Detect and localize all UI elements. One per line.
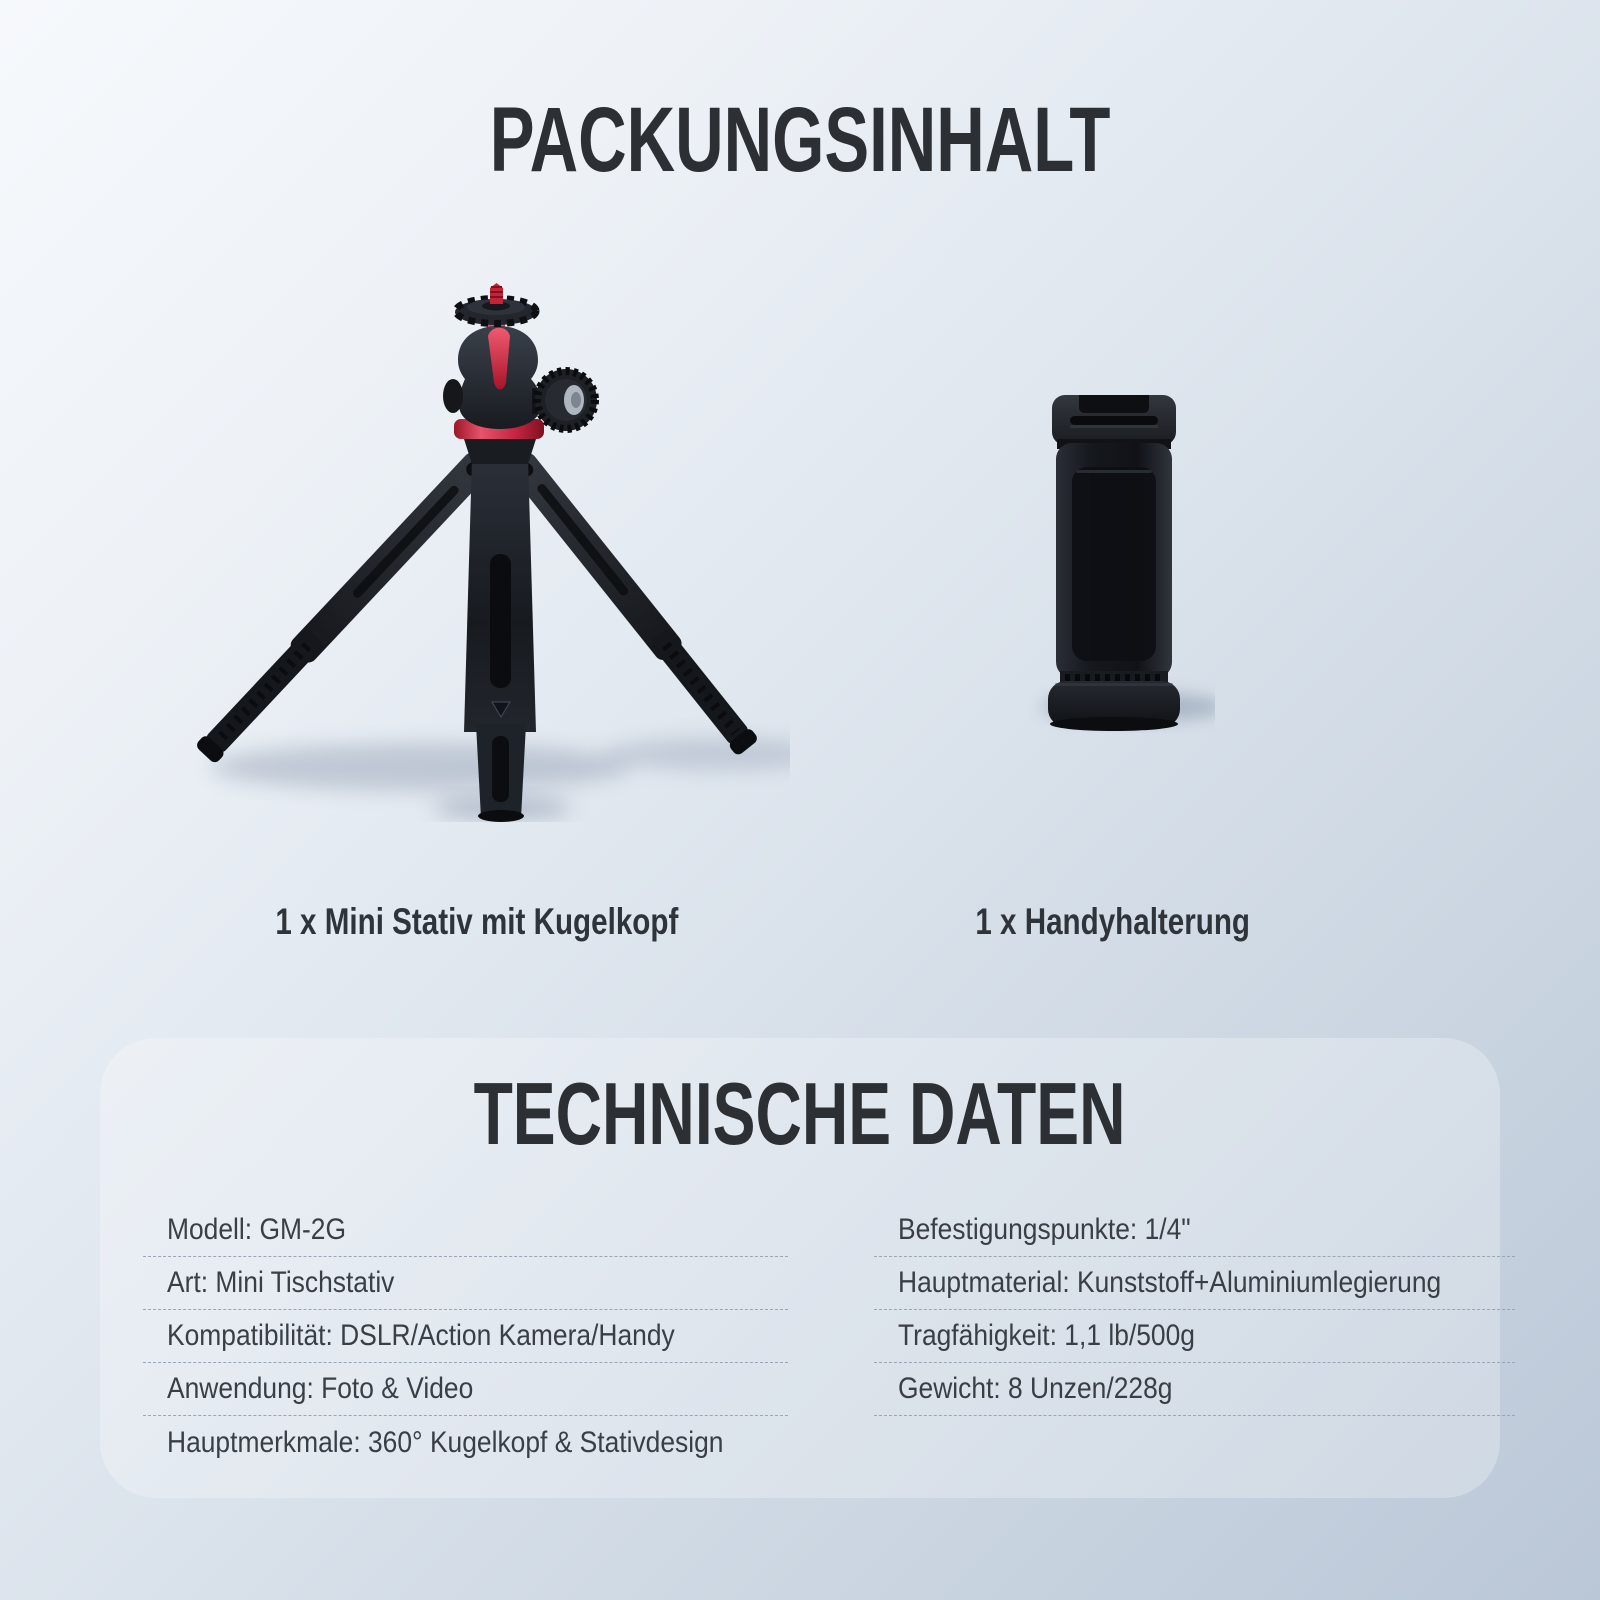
mounting-screw [490,283,503,304]
technical-data-title [100,1064,1500,1163]
ball-head-lock-knob [535,369,597,431]
tripod-right-leg [506,450,760,758]
tripod-caption-text: 1 x Mini Stativ mit Kugelkopf [275,901,679,942]
spec-row-load-capacity: Tragfähigkeit: 1,1 lb/500g [874,1310,1515,1363]
holder-body [1056,443,1172,678]
ball-head [443,283,597,464]
spec-row-main-features: Hauptmerkmale: 360° Kugelkopf & Stativdesign [167,1425,724,1459]
holder-top-clamp [1052,395,1176,449]
spec-row-model: Modell: GM-2G [143,1204,788,1257]
technical-data-title-text: TECHNISCHE DATEN [474,1064,1126,1163]
package-contents-title [0,89,1600,191]
tripod-left-leg [194,449,494,765]
spec-row-mounting-points: Befestigungspunkte: 1/4" [874,1204,1515,1257]
phone-holder-image [1015,383,1215,733]
spec-table [143,1204,1470,1469]
phone-holder-caption-text: 1 x Handyhalterung [975,901,1251,942]
technical-data-panel [100,1038,1500,1498]
spec-row-compatibility: Kompatibilität: DSLR/Action Kamera/Handy [143,1310,788,1363]
spec-row-application: Anwendung: Foto & Video [143,1363,788,1416]
phone-holder-caption [858,900,1368,944]
spec-row-material: Hauptmaterial: Kunststoff+Aluminiumlegierung [874,1257,1515,1310]
package-contents-title-text: PACKUNGSINHALT [489,89,1111,191]
mini-tripod-image [170,262,790,822]
spec-row-weight: Gewicht: 8 Unzen/228g [874,1363,1515,1416]
spec-row-type: Art: Mini Tischstativ [143,1257,788,1310]
tripod-caption [157,900,797,944]
spec-column-left [143,1204,788,1469]
holder-base [1048,671,1180,731]
spec-column-right [874,1204,1515,1469]
